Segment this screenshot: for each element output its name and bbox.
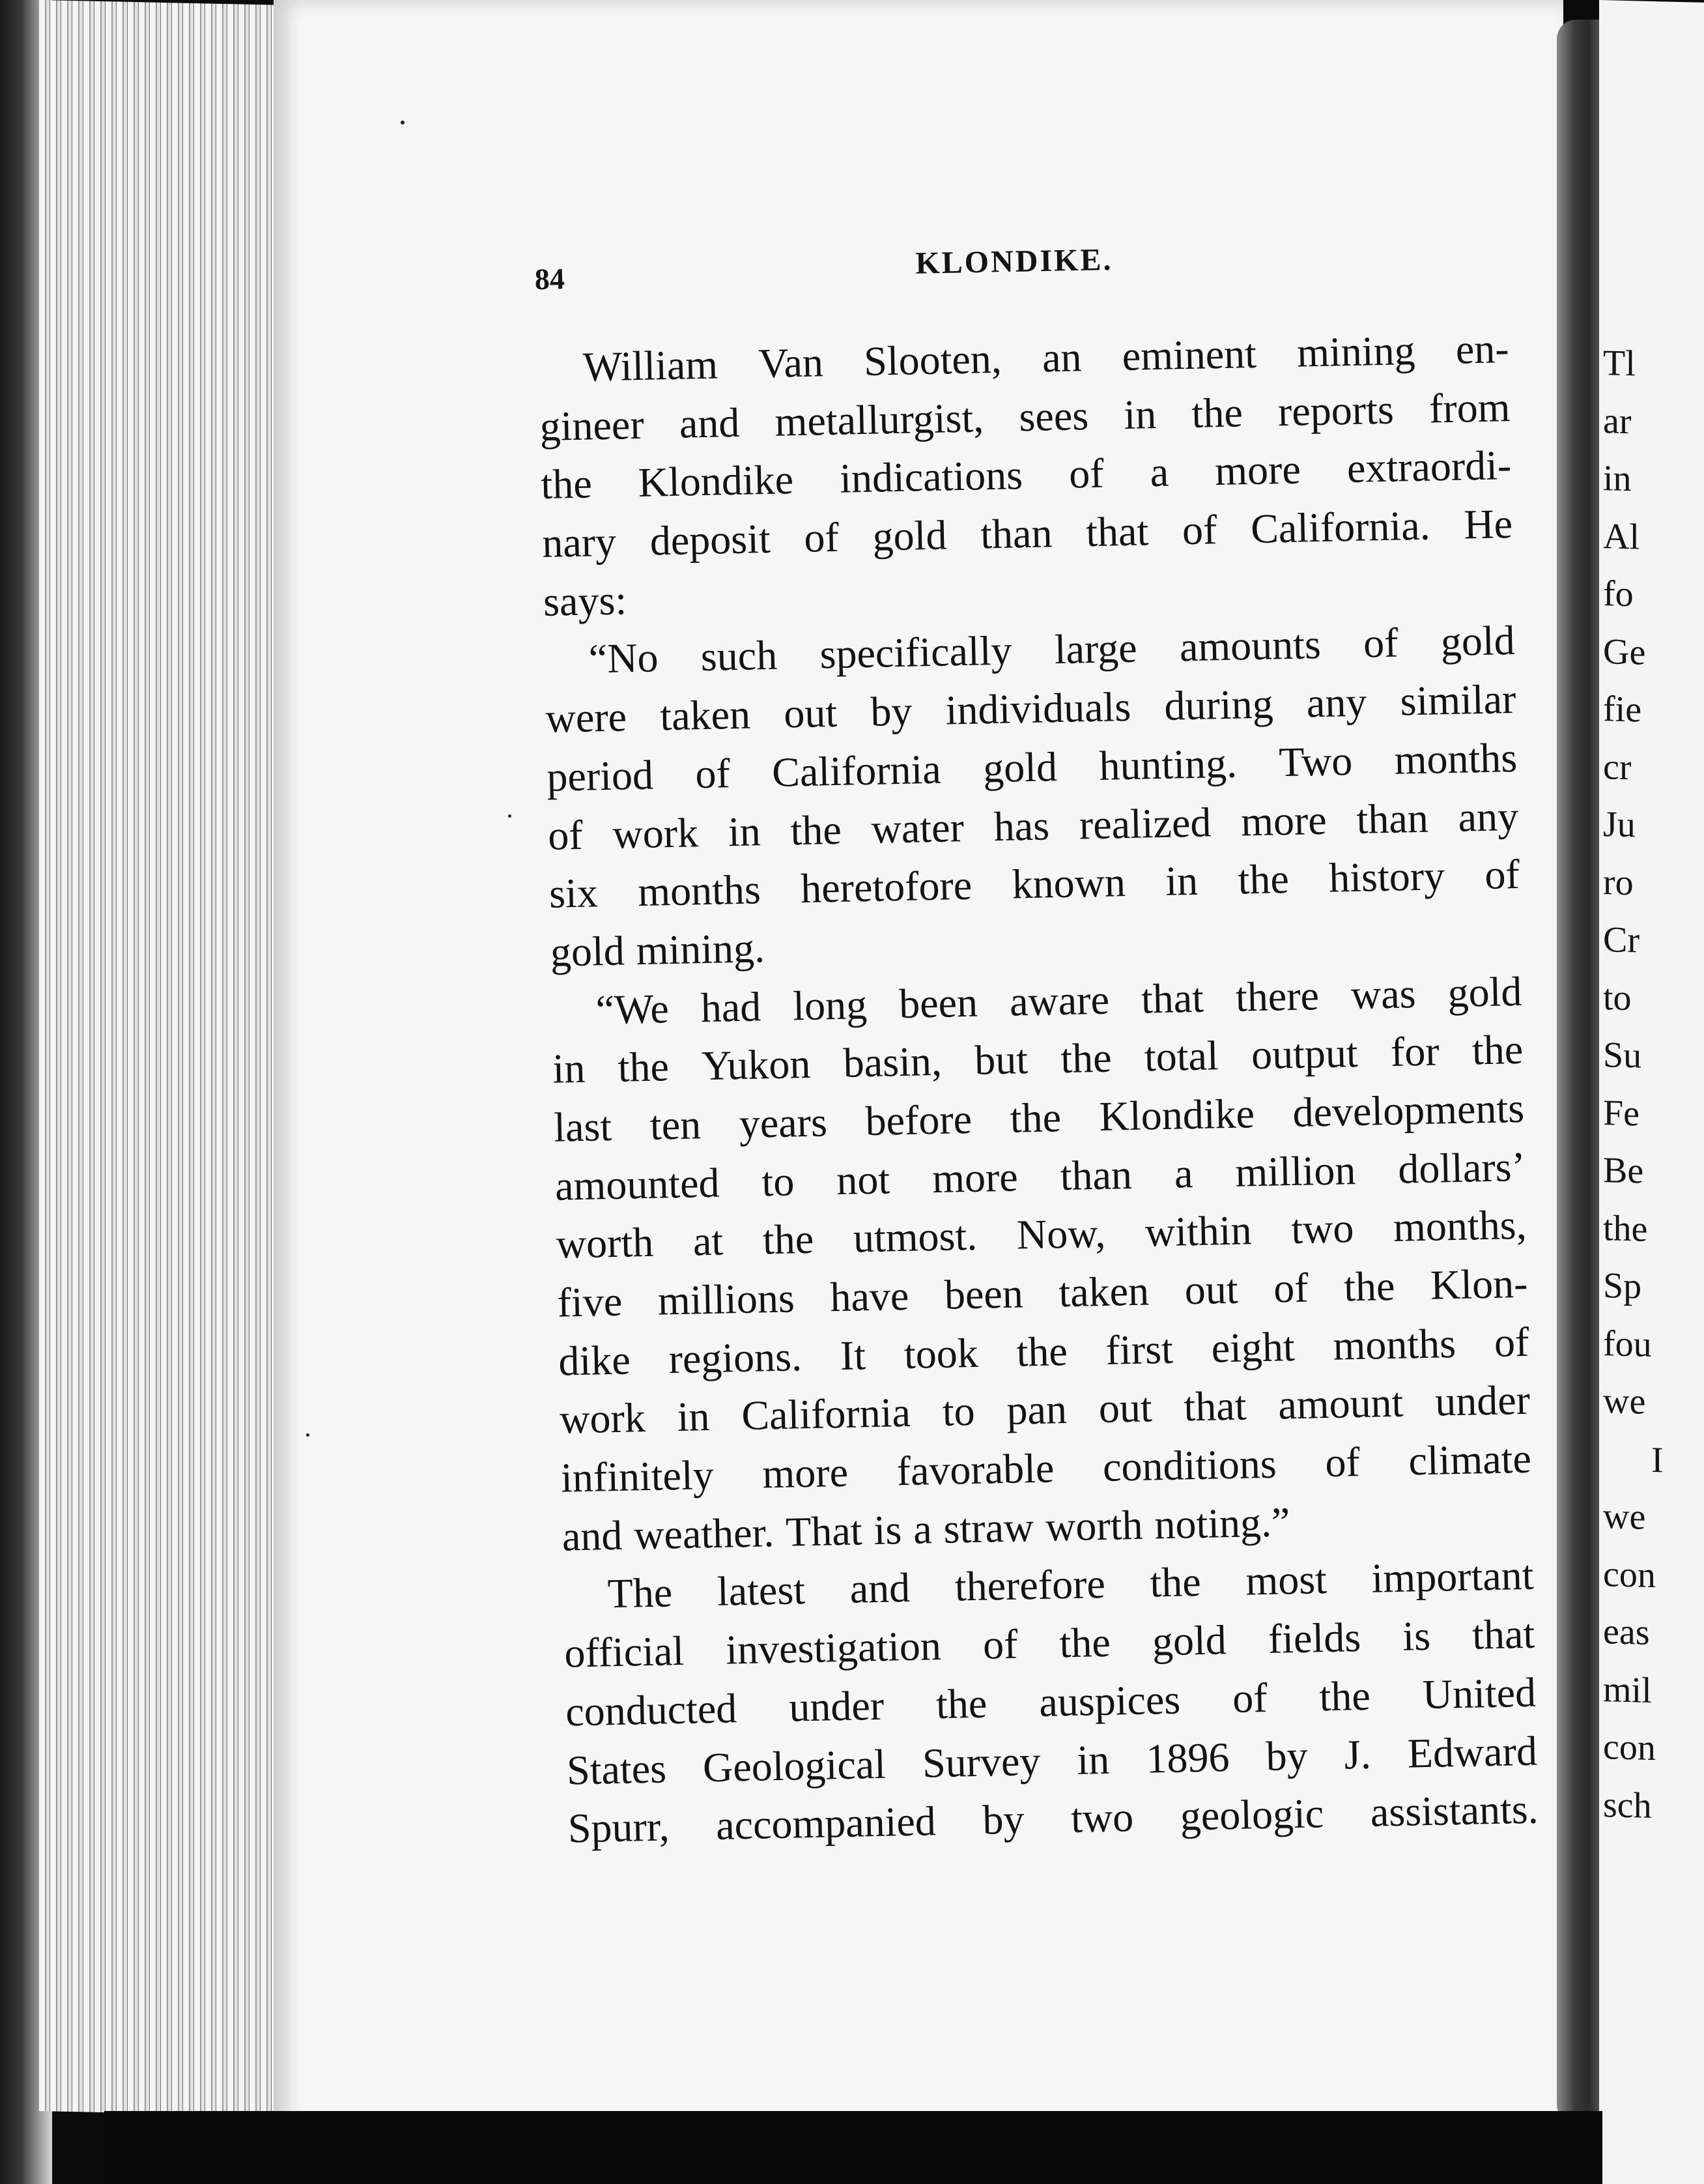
facing-page-line-fragment: I [1651,1439,1664,1480]
text-line: infinitely more favorable conditions of climate [560,1435,1532,1501]
text-line: were taken out by individuals during any similar [545,676,1517,742]
text-line: amounted to not more than a million dollars’ [554,1143,1526,1209]
facing-page-line-fragment: ar [1603,400,1632,442]
page-number: 84 [534,262,565,296]
facing-page-line-fragment: ro [1603,861,1634,903]
text-line: “We had long been aware that there was gold [595,968,1523,1033]
text-line: gold mining. [550,925,765,975]
text-line: official investigation of the gold fields is that [563,1610,1535,1676]
facing-page-line-fragment: Fe [1603,1092,1640,1134]
text-line: Spurr, accompanied by two geologic assistants. [567,1785,1539,1852]
facing-page-line-fragment: Al [1603,515,1640,558]
text-line: says: [543,577,627,625]
facing-page-line-fragment: the [1603,1207,1648,1250]
text-line: six months heretofore known in the history of [548,851,1520,917]
text-line: of work in the water has realized more than any [547,792,1519,859]
text-line: The latest and therefore the most important [606,1552,1535,1617]
facing-page-line-fragment: fie [1603,689,1642,730]
facing-page-line-fragment: fo [1603,573,1634,615]
facing-page-line-fragment: Cr [1603,919,1640,961]
page-bottom-shadow [104,2111,1602,2184]
facing-page-line-fragment: Su [1603,1035,1642,1076]
facing-page-line-fragment: Ju [1603,804,1636,846]
facing-page-line-fragment: mil [1603,1669,1652,1711]
text-line: the Klondike indications of a more extraordi- [540,442,1512,508]
text-line: nary deposit of gold than that of California. He [541,500,1513,566]
facing-page-line-fragment: eas [1603,1611,1650,1653]
text-line: gineer and metallurgist, sees in the reports from [539,383,1511,450]
facing-page-line-fragment: fou [1603,1323,1652,1365]
dust-speck [508,814,511,818]
facing-page-line-fragment: in [1603,458,1632,500]
text-line: and weather. That is a straw worth noting.” [561,1498,1291,1560]
text-line: period of California gold hunting. Two months [546,734,1518,800]
stacked-page-edges [39,0,301,2116]
dust-speck [401,121,405,124]
text-line: last ten years before the Klondike developments [553,1084,1525,1151]
text-line: in the Yukon basin, but the total output for the [552,1026,1524,1093]
facing-page-line-fragment: sch [1603,1784,1652,1826]
text-line: conducted under the auspices of the United [565,1669,1537,1735]
facing-page-line-fragment: we [1603,1496,1646,1538]
dust-speck [306,1433,309,1437]
facing-page-line-fragment: Tl [1603,343,1636,384]
facing-page-line-fragment: Ge [1603,631,1646,673]
text-line: States Geological Survey in 1896 by J. Edward [566,1727,1538,1794]
text-line: work in California to pan out that amount under [559,1377,1531,1443]
facing-page-line-fragment: con [1603,1727,1656,1769]
facing-page-line-fragment: con [1603,1553,1656,1596]
facing-page-fragment [1599,0,1704,2184]
text-line: dike regions. It took the first eight months of [558,1318,1529,1385]
text-line: “No such specifically large amounts of gold [588,617,1516,682]
text-line: William Van Slooten, an eminent mining en- [582,325,1510,390]
page-title: KLONDIKE. [915,242,1113,281]
body-text [538,319,1539,1858]
facing-page-line-fragment: we [1603,1381,1646,1422]
book-gutter [1557,20,1602,2124]
facing-page-line-fragment: cr [1603,746,1632,788]
facing-page-line-fragment: Sp [1603,1265,1642,1307]
facing-page-line-fragment: Be [1603,1150,1644,1192]
facing-page-line-fragment: to [1603,977,1632,1018]
text-line: worth at the utmost. Now, within two months, [556,1201,1527,1268]
text-line: five millions have been taken out of the Klon- [556,1259,1529,1326]
